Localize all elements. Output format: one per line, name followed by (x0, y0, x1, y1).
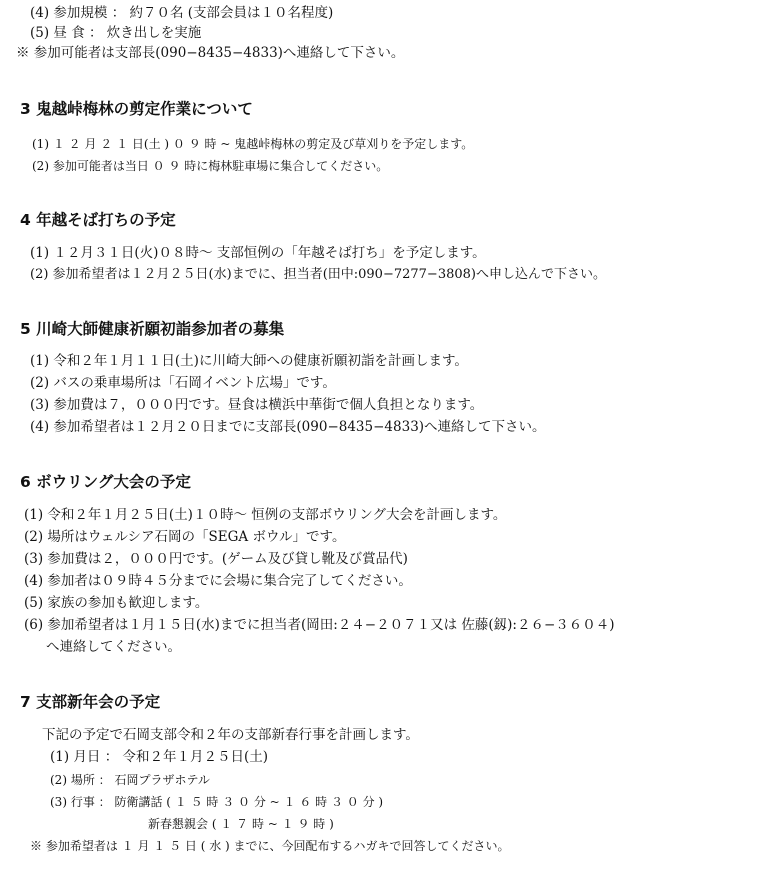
section-7-note: ※ 参加希望者は １ 月 １ ５ 日 ( 水 ) までに、今回配布するハガキで回答してください。 (30, 839, 510, 853)
section-5-item-1: (1) 令和２年１月１１日(土)に川崎大師への健康祈願初詣を計画します。 (30, 353, 468, 369)
section-7-place: (2) 場所 ： 石岡プラザホテル (50, 773, 210, 787)
section-7-event-2: 新春懇親会 ( １ ７ 時 ~ １ ９ 時 ) (148, 817, 334, 831)
section-4-heading: 4 年越そば打ちの予定 (20, 211, 176, 229)
section-7-date: (1) 月日 ： 令和２年１月２５日(土) (50, 749, 269, 765)
section-4-item-1: (1) １２月３１日(火)０８時〜 支部恒例の「年越そば打ち」を予定します。 (30, 245, 486, 261)
section-7-event-1: (3) 行事 ： 防衛講話 ( １ ５ 時 ３ ０ 分 ~ １ ６ 時 ３ ０ 分 ) (50, 795, 384, 809)
section-3-item-1: (1) １ ２ 月 ２ １ 日(土 ) ０ ９ 時 ~ 鬼越峠梅林の剪定及び草刈りを予定します。 (32, 137, 474, 151)
section-3-heading: 3 鬼越峠梅林の剪定作業について (20, 100, 253, 118)
section-6-item-6: (6) 参加希望者は１月１５日(水)までに担当者(岡田:２４−２０７１又は 佐藤(釼):２６−３６０４) (24, 617, 615, 633)
section-5-item-2: (2) バスの乗車場所は「石岡イベント広場」です。 (30, 375, 336, 391)
section-3-item-2: (2) 参加可能者は当日 ０ ９ 時に梅林駐車場に集合してください。 (32, 159, 389, 173)
section-6-item-2: (2) 場所はウェルシア石岡の「SEGA ボウル」です。 (24, 529, 346, 545)
section-6-item-6-cont: へ連絡してください。 (46, 639, 181, 655)
section-5-heading: 5 川崎大師健康祈願初詣参加者の募集 (20, 320, 285, 338)
section-6-item-4: (4) 参加者は０９時４５分までに会場に集合完了してください。 (24, 573, 412, 589)
section-6-heading: 6 ボウリング大会の予定 (20, 473, 191, 491)
section-5-item-3: (3) 参加費は７，０００円です。昼食は横浜中華街で個人負担となります。 (30, 397, 484, 413)
intro-item-5: (5) 昼 食 ： 炊き出しを実施 (30, 25, 202, 41)
section-4-item-2: (2) 参加希望者は１２月２５日(水)までに、担当者(田中:090−7277−3808)へ申し込んで下さい。 (30, 267, 606, 282)
intro-item-4: (4) 参加規模 ： 約７０名 (支部会員は１０名程度) (30, 5, 334, 21)
section-5-item-4: (4) 参加希望者は１２月２０日までに支部長(090−8435−4833)へ連絡して下さい。 (30, 419, 546, 435)
section-6-item-1: (1) 令和２年１月２５日(土)１０時〜 恒例の支部ボウリング大会を計画します。 (24, 507, 507, 523)
section-6-item-5: (5) 家族の参加も歓迎します。 (24, 595, 209, 611)
section-6-item-3: (3) 参加費は２，０００円です。(ゲーム及び貸し靴及び賞品代) (24, 551, 408, 567)
section-7-intro: 下記の予定で石岡支部令和２年の支部新春行事を計画します。 (42, 727, 419, 743)
intro-note: ※ 参加可能者は支部長(090−8435−4833)へ連絡して下さい。 (16, 45, 405, 61)
section-7-heading: 7 支部新年会の予定 (20, 693, 161, 711)
